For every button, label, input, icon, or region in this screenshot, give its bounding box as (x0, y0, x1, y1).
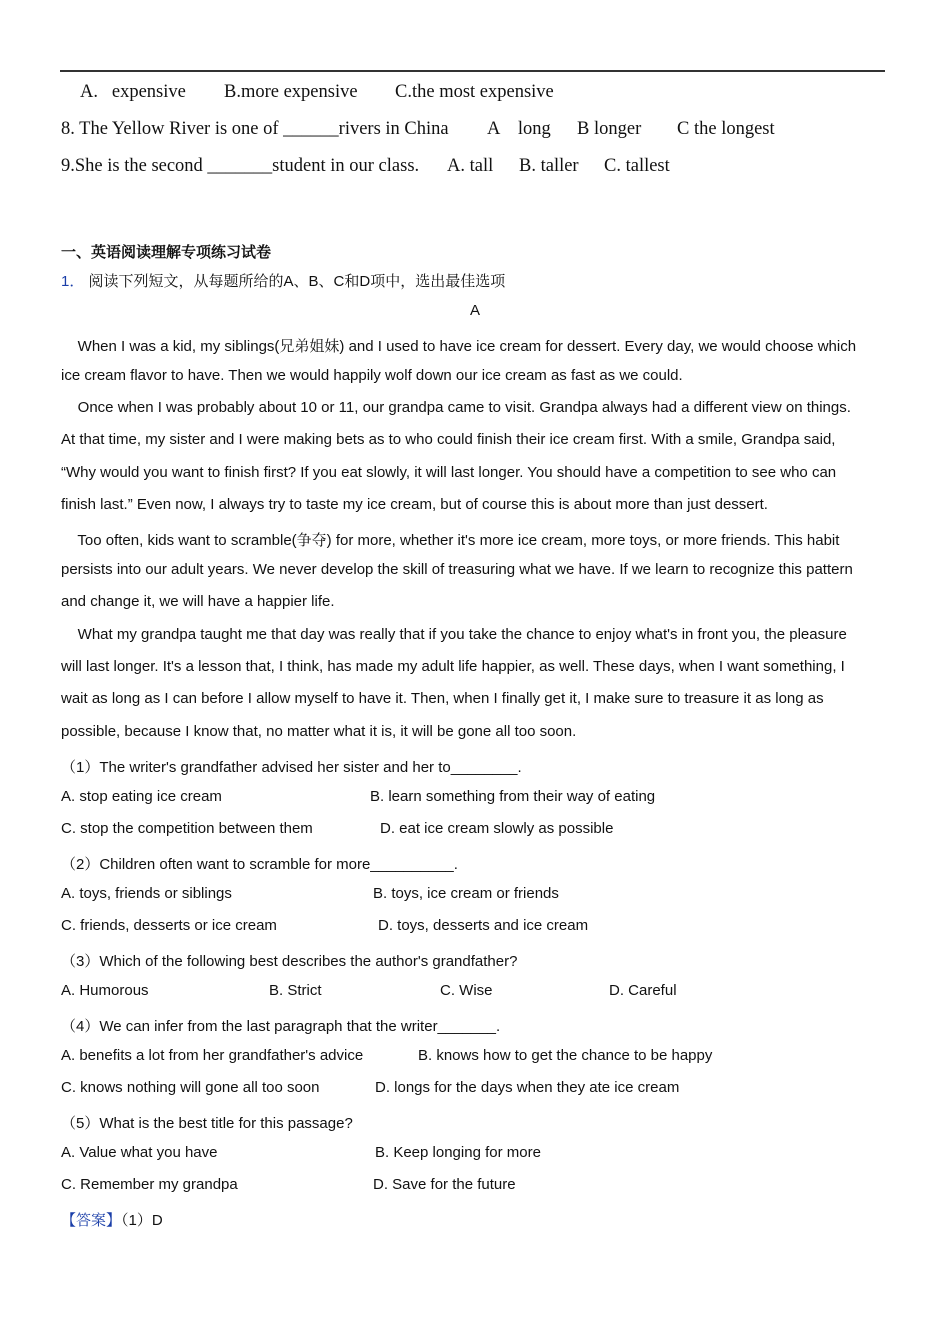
question-stem: （5）What is the best title for this passage? (61, 1115, 353, 1132)
passage-line: “Why would you want to finish first? If you eat slowly, it will last longer. You should have a competition to see who can (61, 464, 837, 481)
passage-line: and change it, we will have a happier life. (61, 593, 335, 610)
passage-line: persists into our adult years. We never develop the skill of treasuring what we have. If we learn to recognize this pattern (61, 561, 853, 578)
option-c: C. knows nothing will gone all too soon (61, 1079, 320, 1096)
option-d: D. longs for the days when they ate ice cream (375, 1079, 680, 1096)
passage-line: possible, because I know that, no matter what it is, it will be gone all too soon. (61, 723, 577, 740)
question-stem: （4）We can infer from the last paragraph that the writer_______. (61, 1018, 501, 1035)
question-stem: （2）Children often want to scramble for more__________. (61, 856, 458, 873)
passage-line: When I was a kid, my siblings(兄弟姐妹) and I used to have ice cream for dessert. Every day, we would choose which (61, 338, 857, 355)
passage-line: What my grandpa taught me that day was really that if you take the chance to enjoy what's in front you, the pleasure (61, 626, 847, 643)
option-d: D. Careful (609, 982, 677, 999)
q8-option-b: B longer (577, 119, 642, 139)
question-intro (61, 270, 505, 291)
question-stem: （3）Which of the following best describes the author's grandfather? (61, 953, 518, 970)
option-b: B. learn something from their way of eating (370, 788, 656, 805)
option-d: D. toys, desserts and ice cream (378, 917, 589, 934)
option-a: A. stop eating ice cream (61, 788, 222, 805)
option-d: D. eat ice cream slowly as possible (380, 820, 614, 837)
section-title: 一、英语阅读理解专项练习试卷 (61, 244, 272, 261)
option-b: B. Keep longing for more (375, 1144, 541, 1161)
q9-option-b: B. taller (519, 156, 579, 176)
passage-line: At that time, my sister and I were making bets as to who could finish their ice cream first. With a smile, Grandpa said, (61, 431, 836, 448)
option-b: B. Strict (269, 982, 322, 999)
q7-option-a: A. expensive (80, 82, 186, 102)
option-a: A. benefits a lot from her grandfather's advice (61, 1047, 364, 1064)
option-a: A. toys, friends or siblings (61, 885, 232, 902)
passage-label: A (469, 302, 480, 319)
passage-line: finish last.” Even now, I always try to taste my ice cream, but of course this is about more than just dessert. (61, 496, 768, 513)
question-stem: （1）The writer's grandfather advised her sister and her to________. (61, 759, 522, 776)
option-b: B. knows how to get the chance to be happy (418, 1047, 713, 1064)
passage-line: Too often, kids want to scramble(争夺) for more, whether it's more ice cream, more toys, or more friends. This habit (61, 532, 840, 549)
passage-line: wait as long as I can before I allow myself to have it. Then, when I finally get it, I make sure to treasure it as long as (61, 690, 824, 707)
q7-option-c: C.the most expensive (395, 82, 554, 102)
instruction-text: 阅读下列短文，从每题所给的A、B、C和D项中，选出最佳选项 (88, 273, 506, 290)
option-a: A. Value what you have (61, 1144, 218, 1161)
passage-line: Once when I was probably about 10 or 11, our grandpa came to visit. Grandpa always had a different view on things. (61, 399, 851, 416)
option-c: C. Remember my grandpa (61, 1176, 238, 1193)
top-rule (60, 70, 885, 72)
q9-option-a: A. tall (447, 156, 494, 176)
answer-label: 【答案】 (61, 1212, 122, 1229)
question-number: 1． (61, 273, 85, 290)
passage-line: will last longer. It's a lesson that, I think, has made my adult life happier, as well. These days, when I want something, I (61, 658, 845, 675)
q9-stem: 9.She is the second _______student in our class. (61, 156, 420, 176)
q8-option-c: C the longest (677, 119, 775, 139)
q7-option-b: B.more expensive (224, 82, 358, 102)
q8-stem: 8. The Yellow River is one of ______rivers in China (61, 119, 449, 139)
passage-line: ice cream flavor to have. Then we would happily wolf down our ice cream as fast as we could. (61, 367, 683, 384)
option-c: C. friends, desserts or ice cream (61, 917, 277, 934)
option-c: C. Wise (440, 982, 493, 999)
option-b: B. toys, ice cream or friends (373, 885, 559, 902)
q8-option-a: A long (487, 119, 551, 139)
q9-option-c: C. tallest (604, 156, 670, 176)
option-d: D. Save for the future (373, 1176, 516, 1193)
option-a: A. Humorous (61, 982, 149, 999)
option-c: C. stop the competition between them (61, 820, 313, 837)
answer-text: （1）D (121, 1212, 163, 1229)
answer-line (61, 1209, 163, 1230)
